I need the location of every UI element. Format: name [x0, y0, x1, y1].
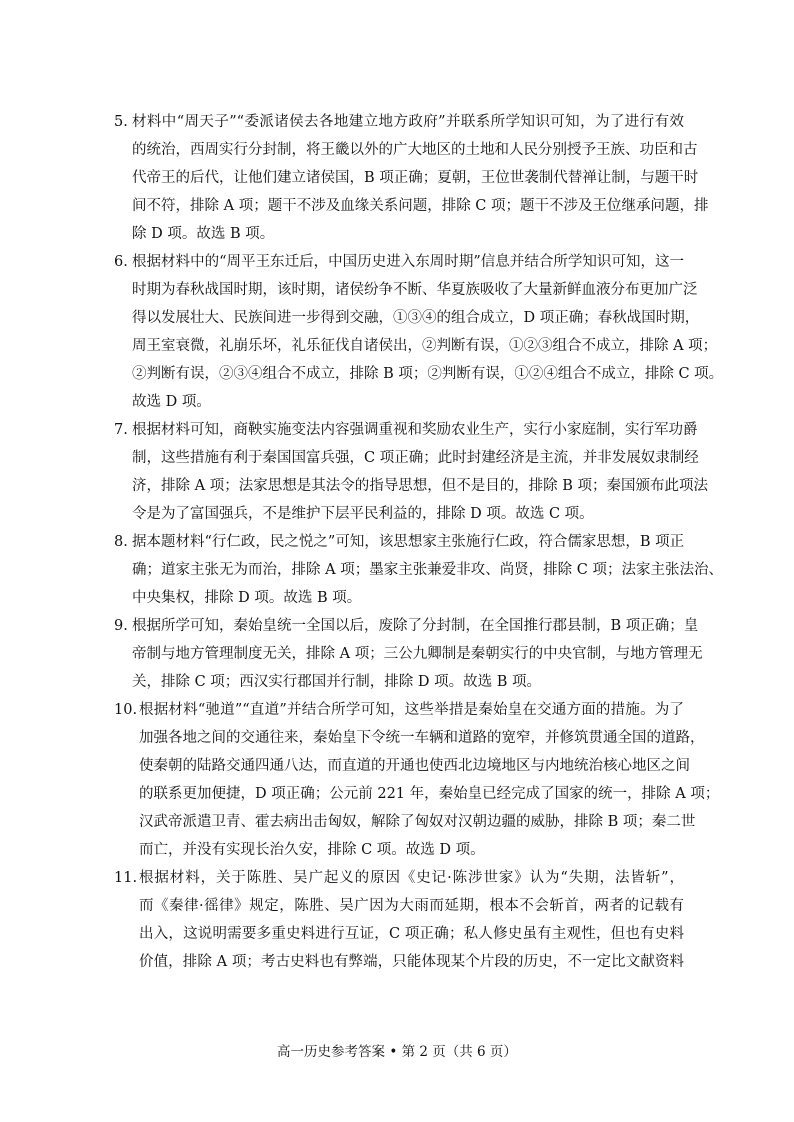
answer-text-line: 代帝王的后代，让他们建立诸侯国，B 项正确；夏朝，王位世袭制代替禅让制，与题干时 [132, 170, 699, 186]
answer-text-line: 而亡，并没有实现长治久安，排除 C 项。故选 D 项。 [139, 842, 485, 858]
answer-number: 6. [114, 254, 128, 270]
answer-item [114, 416, 709, 528]
answer-document [114, 108, 724, 976]
answer-text-line: 间不符，排除 A 项；题干不涉及血缘关系问题，排除 C 项；题干不涉及王位继承问题，排 [132, 198, 709, 214]
answer-number: 7. [114, 422, 128, 438]
answer-text-line: 确；道家主张无为而治，排除 A 项；墨家主张兼爱非攻、尚贤，排除 C 项；法家主张法治、 [132, 562, 723, 578]
answer-number: 9. [114, 618, 128, 634]
answer-text-line: 使秦朝的陆路交通四通八达，而直道的开通也使西北边境地区与内地统治核心地区之间 [139, 758, 690, 774]
answer-text-line: 材料中“周天子”“委派诸侯去各地建立地方政府”并联系所学知识可知，为了进行有效 [132, 114, 684, 130]
answer-text-line: 令是为了富国强兵，不是维护下层平民利益的，排除 D 项。故选 C 项。 [132, 506, 594, 522]
answer-text-line: 根据材料“驰道”“直道”并结合所学可知，这些举措是秦始皇在交通方面的措施。为了 [139, 702, 684, 718]
answer-number: 8. [114, 534, 128, 550]
answer-text-line: 的统治，西周实行分封制，将王畿以外的广大地区的土地和人民分别授予王族、功臣和古 [132, 142, 698, 158]
answer-text-line: 根据材料，关于陈胜、吴广起义的原因《史记·陈涉世家》认为“失期，法皆斩”， [139, 870, 684, 886]
answer-text-line: 除 D 项。故选 B 项。 [132, 226, 275, 242]
answer-item [114, 108, 709, 248]
answer-item [114, 864, 684, 976]
answer-item [114, 612, 703, 696]
page-footer: 高一历史参考答案 • 第 2 页（共 6 页） [277, 1044, 517, 1060]
answer-number: 5. [114, 114, 128, 130]
answer-text-line: ②判断有误，②③④组合不成立，排除 B 项；②判断有误，①②④组合不成立，排除 C 项。 [132, 366, 724, 382]
answer-text-line: 周王室衰微，礼崩乐坏，礼乐征伐自诸侯出，②判断有误，①②③组合不成立，排除 A 项； [132, 338, 718, 354]
answer-text-line: 制，这些措施有利于秦国国富兵强，C 项正确；此时封建经济是主流，并非发展奴隶制经 [132, 450, 699, 466]
answer-text-line: 价值，排除 A 项；考古史料也有弊端，只能体现某个片段的历史，不一定比文献资料 [139, 954, 684, 970]
answer-text-line: 而《秦律·徭律》规定，陈胜、吴广因为大雨而延期，根本不会斩首，两者的记载有 [139, 898, 684, 914]
answer-item [114, 248, 724, 416]
answer-text-line: 出入，这说明需要多重史料进行互证，C 项正确；私人修史虽有主观性，但也有史料 [139, 926, 684, 942]
answer-text-line: 根据材料可知，商鞅实施变法内容强调重视和奖励农业生产，实行小家庭制，实行军功爵 [132, 422, 698, 438]
answer-text-line: 加强各地之间的交通往来，秦始皇下令统一车辆和道路的宽窄，并修筑贯通全国的道路， [139, 730, 705, 746]
answer-item [114, 696, 720, 864]
answer-text-line: 时期为春秋战国时期，该时期，诸侯纷争不断、华夏族吸收了大量新鲜血液分布更加广泛 [132, 282, 698, 298]
answer-text-line: 的联系更加便捷，D 项正确；公元前 221 年，秦始皇已经完成了国家的统一，排除 A 项； [139, 786, 720, 802]
answer-text-line: 汉武帝派遣卫青、霍去病出击匈奴，解除了匈奴对汉朝边疆的威胁，排除 B 项；秦二世 [139, 814, 696, 830]
answer-number: 11. [114, 870, 138, 886]
answer-text-line: 帝制与地方管理制度无关，排除 A 项；三公九卿制是秦朝实行的中央官制，与地方管理无 [132, 646, 703, 662]
answer-number: 10. [114, 702, 138, 718]
answer-text-line: 据本题材料“行仁政，民之悦之”可知，该思想家主张施行仁政，符合儒家思想，B 项正 [132, 534, 685, 550]
answer-text-line: 故选 D 项。 [132, 394, 211, 410]
answer-text-line: 关，排除 C 项；西汉实行郡国并行制，排除 D 项。故选 B 项。 [132, 674, 542, 690]
answer-text-line: 根据材料中的“周平王东迁后，中国历史进入东周时期”信息并结合所学知识可知，这一 [132, 254, 684, 270]
answer-item [114, 528, 723, 612]
answer-text-line: 得以发展壮大、民族间进一步得到交融，①③④的组合成立，D 项正确；春秋战国时期， [132, 310, 700, 326]
answer-text-line: 中央集权，排除 D 项。故选 B 项。 [132, 590, 362, 606]
answer-text-line: 根据所学可知，秦始皇统一全国以后，废除了分封制，在全国推行郡县制，B 项正确；皇 [132, 618, 699, 634]
answer-text-line: 济，排除 A 项；法家思想是其法令的指导思想，但不是目的，排除 B 项；秦国颁布此项法 [132, 478, 709, 494]
